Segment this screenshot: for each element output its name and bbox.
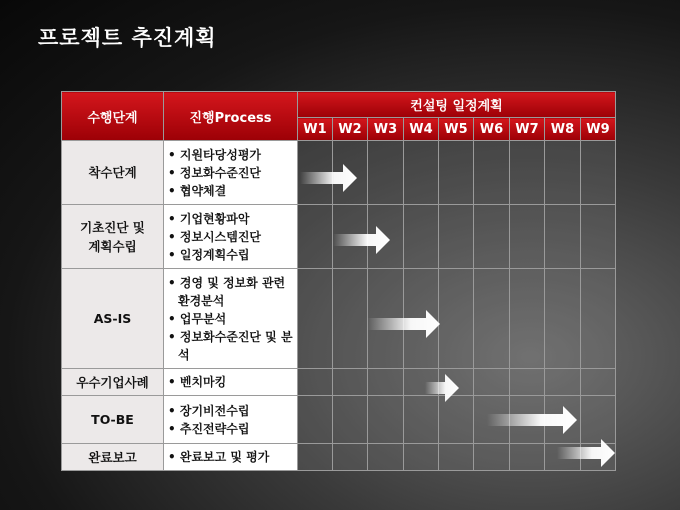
table-row xyxy=(62,444,616,471)
process-cell xyxy=(164,205,298,269)
schedule-cell xyxy=(581,269,616,369)
schedule-cell xyxy=(368,369,404,396)
schedule-cell xyxy=(510,369,545,396)
process-item: • 벤치마킹 xyxy=(168,373,293,391)
schedule-cell xyxy=(510,141,545,205)
schedule-cell xyxy=(510,269,545,369)
schedule-cell xyxy=(333,369,368,396)
header-stage: 수행단계 xyxy=(62,92,164,141)
schedule-cell xyxy=(545,369,581,396)
schedule-cell xyxy=(333,444,368,471)
schedule-cell xyxy=(298,396,333,444)
process-item: • 정보화수준진단 xyxy=(168,164,293,182)
stage-cell xyxy=(62,444,164,471)
table-row xyxy=(62,269,616,369)
schedule-cell xyxy=(298,269,333,369)
week-header: W3 xyxy=(368,118,404,141)
process-item: • 업무분석 xyxy=(168,310,293,328)
stage-label: 완료보고 xyxy=(88,449,137,465)
process-item: • 정보시스템진단 xyxy=(168,228,293,246)
schedule-cell xyxy=(439,205,474,269)
week-header: W2 xyxy=(333,118,368,141)
schedule-cell xyxy=(581,369,616,396)
process-cell xyxy=(164,269,298,369)
schedule-cell xyxy=(439,269,474,369)
process-cell xyxy=(164,444,298,471)
process-item: • 일정계획수립 xyxy=(168,246,293,264)
week-header: W4 xyxy=(404,118,439,141)
schedule-cell xyxy=(439,141,474,205)
schedule-cell xyxy=(404,205,439,269)
schedule-arrow-icon xyxy=(557,438,615,468)
schedule-arrow-icon xyxy=(300,163,357,193)
process-item: • 완료보고 및 평가 xyxy=(168,448,293,466)
stage-label: 우수기업사례 xyxy=(76,374,149,390)
schedule-cell xyxy=(545,269,581,369)
schedule-cell xyxy=(474,444,510,471)
process-item: • 추진전략수립 xyxy=(168,420,293,438)
schedule-arrow-icon xyxy=(487,405,577,435)
schedule-cell xyxy=(298,205,333,269)
process-cell xyxy=(164,141,298,205)
schedule-arrow-icon xyxy=(367,309,440,339)
header-process: 진행Process xyxy=(164,92,298,141)
schedule-cell xyxy=(474,205,510,269)
schedule-cell xyxy=(368,141,404,205)
stage-cell xyxy=(62,369,164,396)
schedule-cell xyxy=(439,444,474,471)
schedule-cell xyxy=(368,396,404,444)
process-item: • 협약체결 xyxy=(168,182,293,200)
week-header: W7 xyxy=(510,118,545,141)
process-cell xyxy=(164,369,298,396)
stage-label: AS-IS xyxy=(93,311,132,326)
schedule-cell xyxy=(333,396,368,444)
schedule-arrow-icon xyxy=(425,373,459,403)
slide-title: 프로젝트 추진계획 xyxy=(38,26,217,50)
week-header: W1 xyxy=(298,118,333,141)
schedule-cell xyxy=(510,205,545,269)
schedule-cell xyxy=(581,396,616,444)
process-cell xyxy=(164,396,298,444)
schedule-cell xyxy=(404,141,439,205)
schedule-cell xyxy=(474,141,510,205)
stage-label: 착수단계 xyxy=(88,165,137,180)
week-header: W5 xyxy=(439,118,474,141)
stage-cell xyxy=(62,141,164,205)
process-item: • 장기비전수립 xyxy=(168,402,293,420)
stage-label: TO-BE xyxy=(91,412,134,427)
schedule-cell xyxy=(510,444,545,471)
process-item: • 기업현황파악 xyxy=(168,210,293,228)
process-item: • 경영 및 정보화 관련환경분석 xyxy=(168,274,293,310)
stage-label: 계획수립 xyxy=(88,238,137,254)
stage-cell xyxy=(62,396,164,444)
stage-cell xyxy=(62,205,164,269)
schedule-cell xyxy=(298,444,333,471)
process-item: • 지원타당성평가 xyxy=(168,146,293,164)
schedule-cell xyxy=(298,369,333,396)
stage-label: 기초진단 및 xyxy=(80,219,145,235)
week-header: W6 xyxy=(474,118,510,141)
schedule-cell xyxy=(333,269,368,369)
schedule-cell xyxy=(404,444,439,471)
schedule-cell xyxy=(581,205,616,269)
schedule-cell xyxy=(545,205,581,269)
process-item: • 정보화수준진단 및 분석 xyxy=(168,328,293,364)
header-schedule: 컨설팅 일정계획 xyxy=(298,92,616,118)
schedule-cell xyxy=(581,141,616,205)
week-header: W8 xyxy=(545,118,581,141)
schedule-cell xyxy=(368,444,404,471)
schedule-cell xyxy=(545,141,581,205)
schedule-cell xyxy=(474,369,510,396)
table-row xyxy=(62,369,616,396)
schedule-cell xyxy=(474,269,510,369)
week-header: W9 xyxy=(581,118,616,141)
schedule-arrow-icon xyxy=(333,225,390,255)
stage-cell xyxy=(62,269,164,369)
